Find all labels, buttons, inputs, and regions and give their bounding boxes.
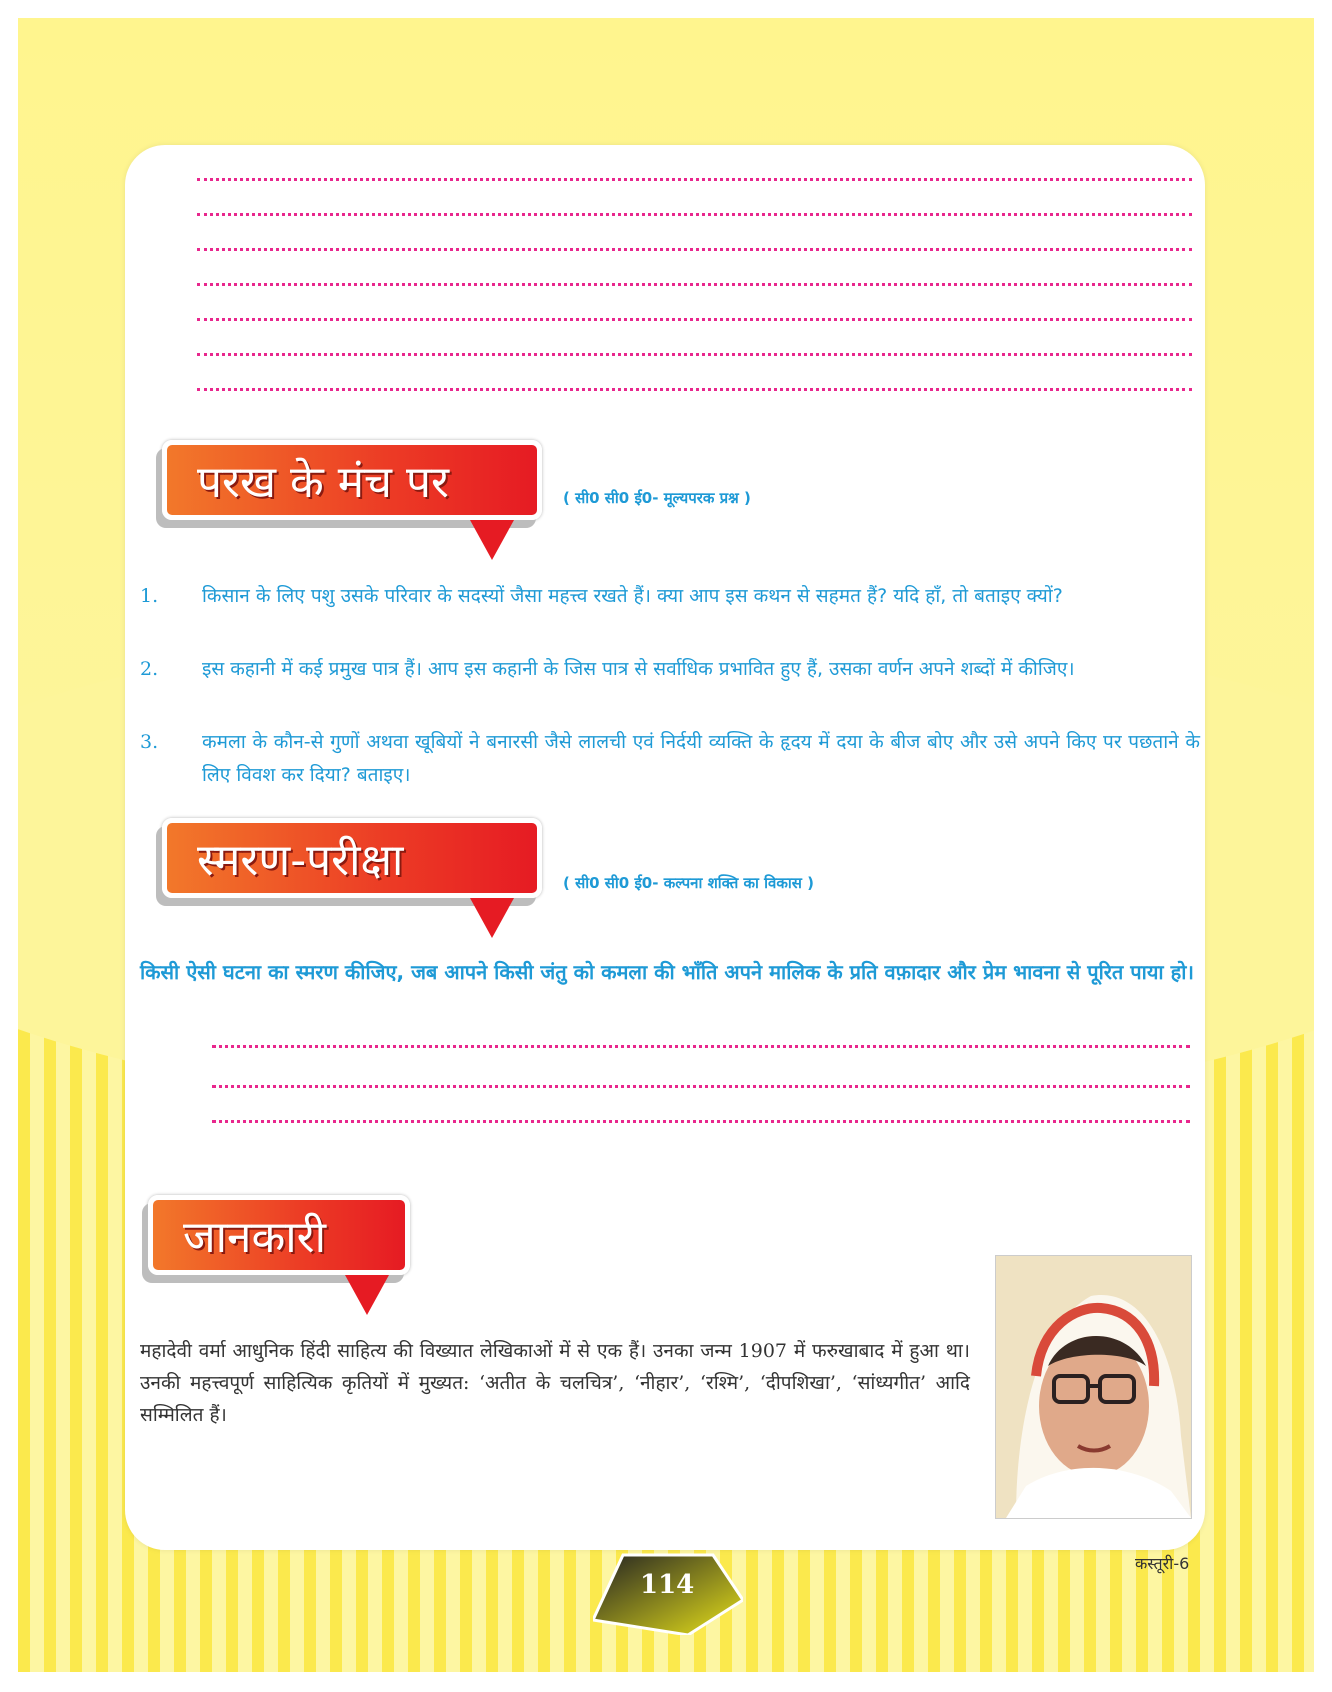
question-text: किसान के लिए पशु उसके परिवार के सदस्यों जैसा महत्त्व रखते हैं। क्या आप इस कथन से सहमत हैं? यदि हाँ, तो बताइए क्यों? bbox=[202, 585, 1063, 607]
section-banner-jankari bbox=[148, 1195, 410, 1275]
section-tag: ( सी0 सी0 ई0- मूल्यपरक प्रश्न ) bbox=[563, 489, 751, 507]
answer-line[interactable] bbox=[212, 1085, 1190, 1088]
answer-line[interactable] bbox=[197, 213, 1192, 216]
question-number: 1. bbox=[140, 585, 159, 607]
banner-tail bbox=[345, 1275, 389, 1315]
author-portrait bbox=[995, 1255, 1192, 1519]
answer-line[interactable] bbox=[212, 1120, 1190, 1123]
answer-line[interactable] bbox=[197, 388, 1192, 391]
page-number: 114 bbox=[640, 1570, 695, 1600]
question-number: 2. bbox=[140, 658, 159, 680]
section-banner-parakh bbox=[162, 440, 542, 520]
answer-line[interactable] bbox=[197, 178, 1192, 181]
banner-tail bbox=[470, 520, 514, 560]
answer-line[interactable] bbox=[197, 283, 1192, 286]
question-item bbox=[140, 726, 1200, 792]
question-number: 3. bbox=[140, 731, 159, 753]
section-banner-smaran bbox=[162, 818, 542, 898]
banner-tail bbox=[470, 898, 514, 938]
answer-line[interactable] bbox=[197, 318, 1192, 321]
info-paragraph: महादेवी वर्मा आधुनिक हिंदी साहित्य की विख्यात लेखिकाओं में से एक हैं। उनका जन्म 1907 में फरुखाबाद में हुआ था। उनकी महत्त्वपूर्ण साहित्यिक कृतियों में मुख्यत: ‘अतीत के चलचित्र’, ‘नीहार’, ‘रश्मि’, ‘दीपशिखा’, ‘सांध्यगीत’ आदि सम्मिलित हैं। bbox=[140, 1340, 970, 1426]
recall-question: किसी ऐसी घटना का स्मरण कीजिए, जब आपने किसी जंतु को कमला की भाँति अपने मालिक के प्रति वफ़ादार और प्रेम भावना से पूरित पाया हो। bbox=[140, 960, 1194, 984]
book-name: कस्तूरी-6 bbox=[1135, 1554, 1190, 1573]
section-title: जानकारी bbox=[183, 1212, 327, 1263]
section-title: परख के मंच पर bbox=[197, 457, 449, 508]
question-text: कमला के कौन-से गुणों अथवा खूबियों ने बनारसी जैसे लालची एवं निर्दयी व्यक्ति के हृदय में दया के बीज बोए और उसे अपने किए पर पछताने के लिए विवश कर दिया? बताइए। bbox=[202, 731, 1200, 786]
section-title: स्मरण-परीक्षा bbox=[197, 835, 404, 886]
answer-line[interactable] bbox=[212, 1045, 1190, 1048]
answer-line[interactable] bbox=[197, 248, 1192, 251]
question-text: इस कहानी में कई प्रमुख पात्र हैं। आप इस कहानी के जिस पात्र से सर्वाधिक प्रभावित हुए हैं, उसका वर्णन अपने शब्दों में कीजिए। bbox=[202, 658, 1075, 680]
answer-line[interactable] bbox=[197, 353, 1192, 356]
question-item bbox=[140, 653, 1200, 686]
section-tag: ( सी0 सी0 ई0- कल्पना शक्ति का विकास ) bbox=[563, 874, 814, 892]
question-item bbox=[140, 580, 1200, 613]
